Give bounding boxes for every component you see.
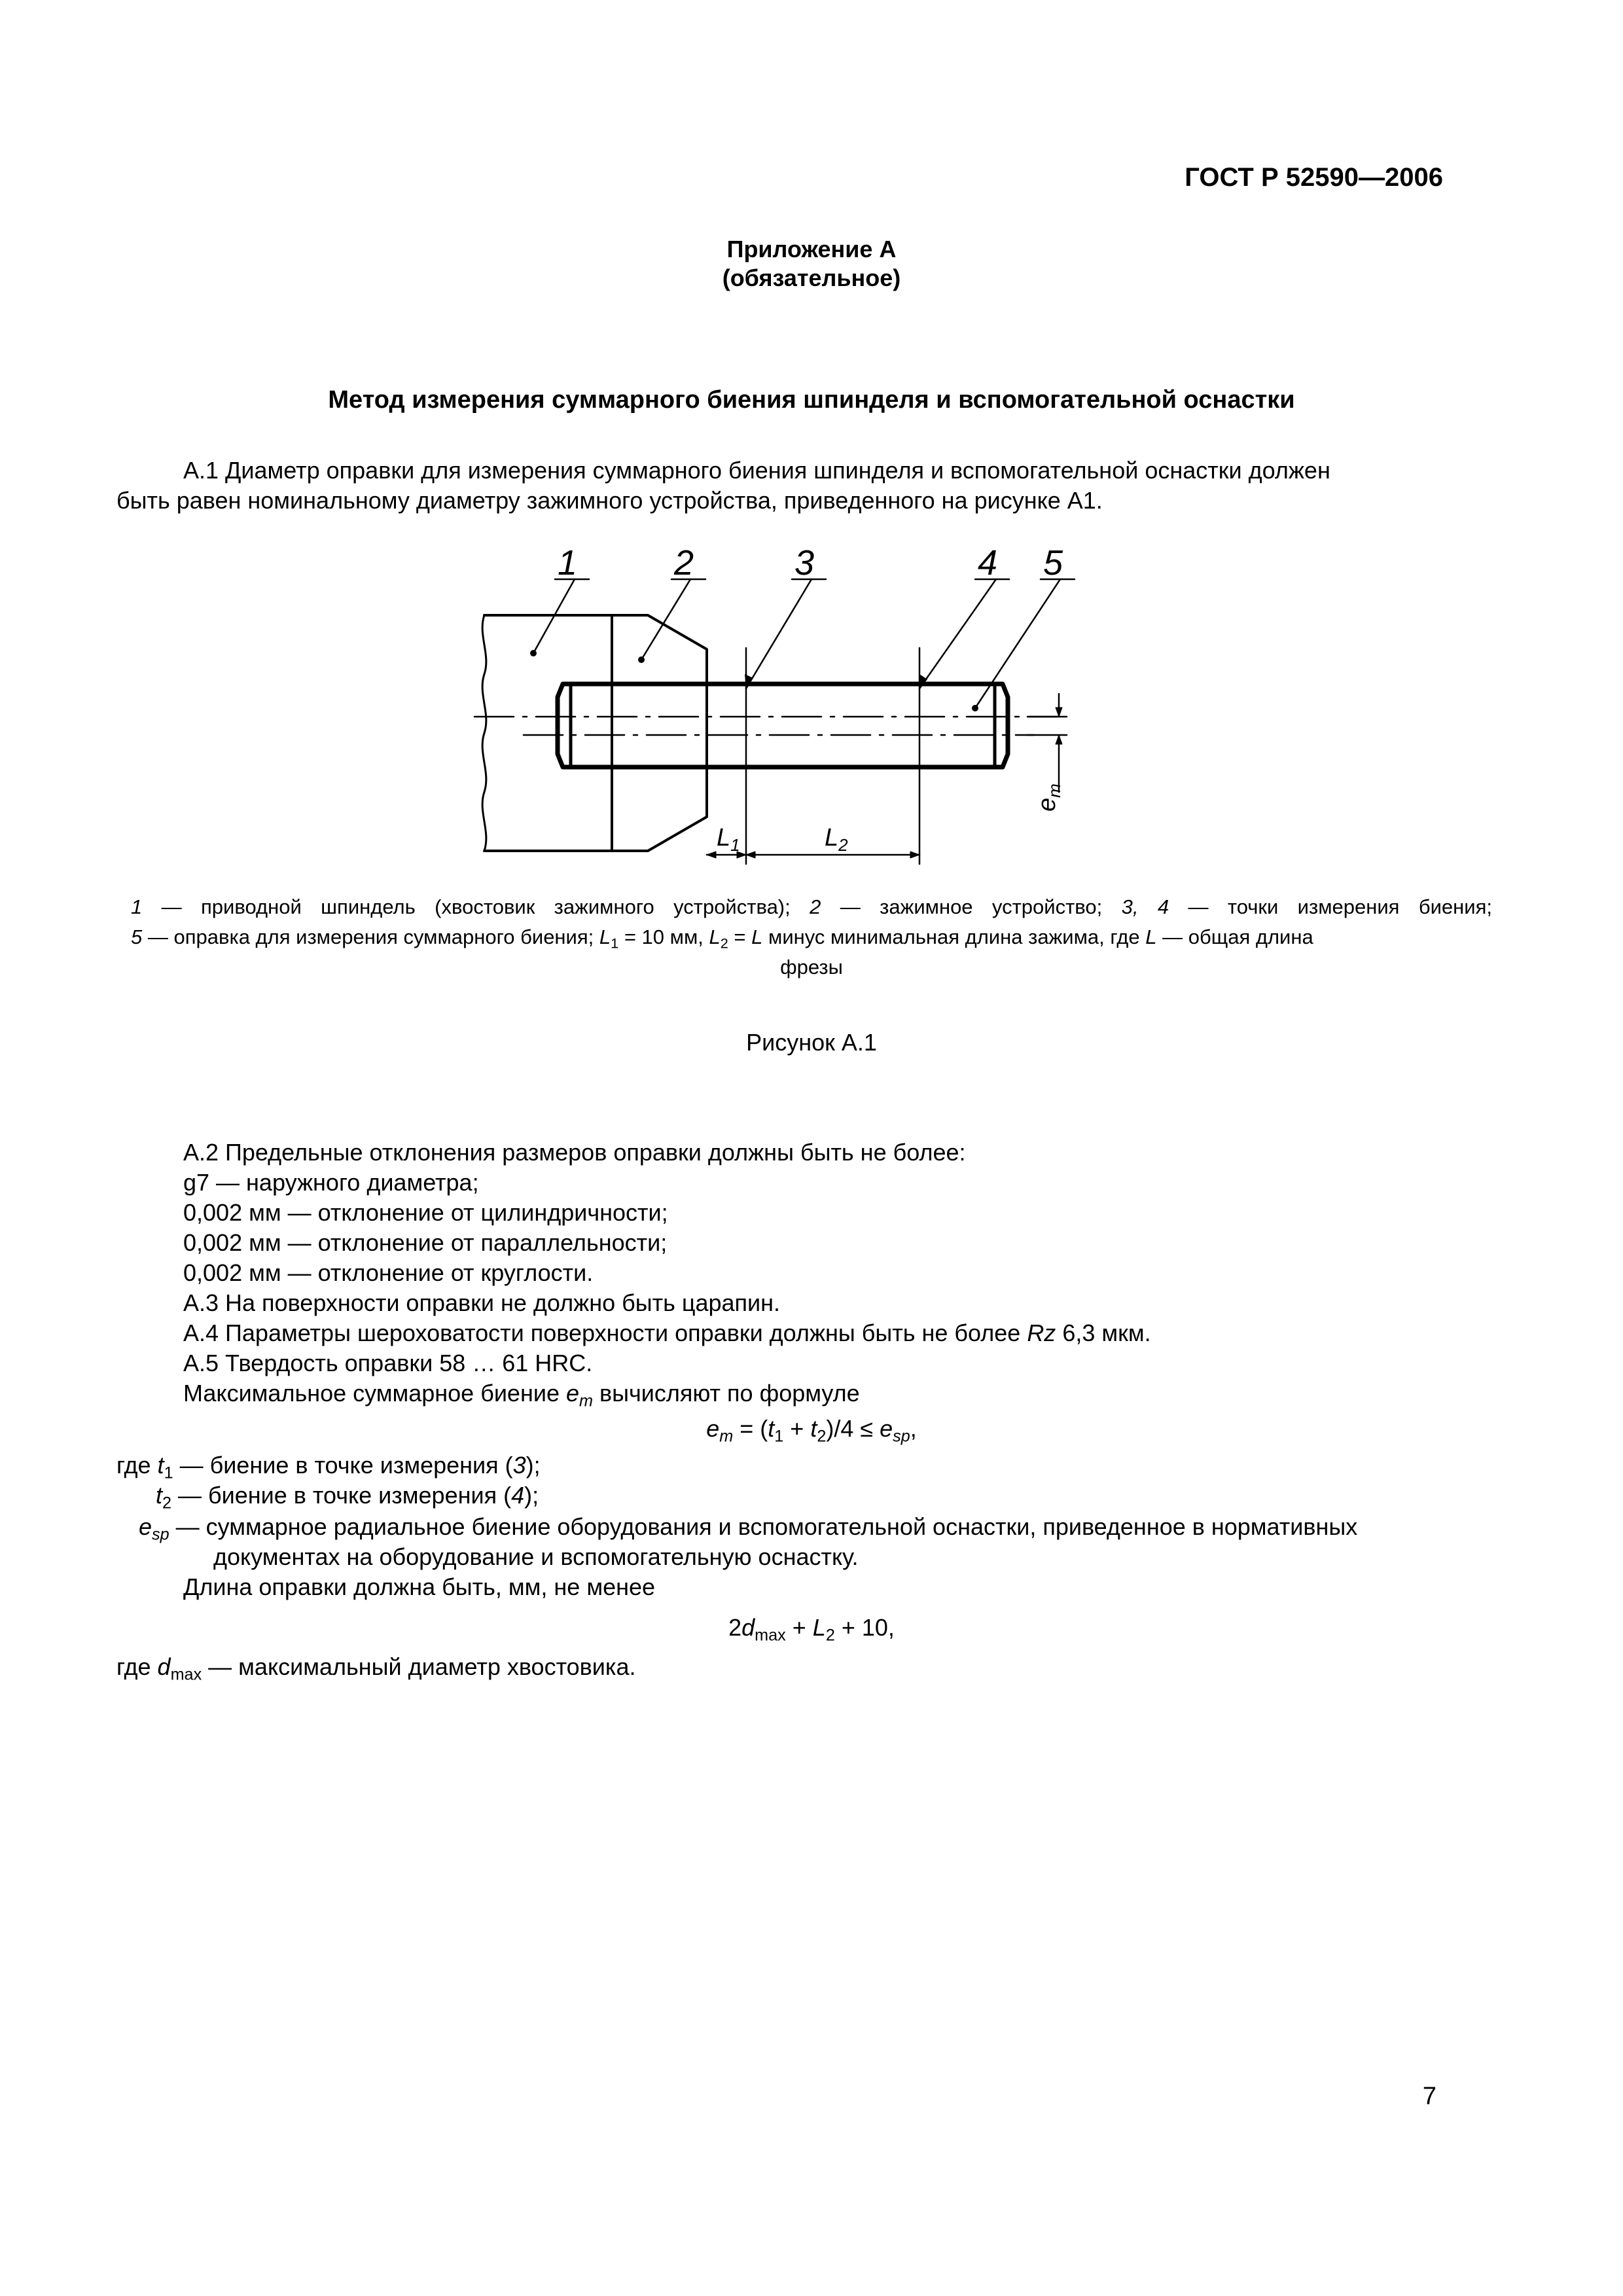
- where-esp-line1: $e_{sp}$ — суммарное радиальное биение оборудования и вспомогательной оснастки, приведенное в нормативных: [139, 1513, 1358, 1544]
- em-arrows: [1056, 708, 1062, 744]
- callout-2: 2: [674, 543, 694, 583]
- spindle-break-line: [482, 615, 486, 851]
- leader-4: [919, 579, 996, 689]
- where-dmax: где $d_{max}$ — максимальный диаметр хвостовика.: [116, 1653, 636, 1684]
- paragraph-a4: А.4 Параметры шероховатости поверхности оправки должны быть не более Rz 6,3 мкм.: [183, 1319, 1151, 1346]
- mandrel-outline: [558, 684, 1008, 767]
- appendix-title: Приложение А: [726, 236, 897, 262]
- a2-item-3: 0,002 мм — отклонение от параллельности;: [183, 1229, 668, 1256]
- figure-a1-drawing: [458, 537, 1086, 877]
- paragraph-a1-line1: А.1 Диаметр оправки для измерения суммарного биения шпинделя и вспомогательной оснастки должен: [183, 457, 1330, 484]
- where-t2: $t_2$ — биение в точке измерения (4);: [156, 1482, 539, 1513]
- dimension-em-label: $e_m$: [1033, 783, 1064, 812]
- legend-line2: 5 — оправка для измерения суммарного биения; $L_1 = 10$ мм, $L_2 = L$ минус минимальная длина зажима, где L — общая длина: [131, 925, 1313, 952]
- dimension-l2-label: $L_2$: [825, 824, 848, 855]
- a2-item-4: 0,002 мм — отклонение от круглости.: [183, 1259, 594, 1286]
- callout-1: 1: [558, 543, 578, 583]
- paragraph-a5: А.5 Твердость оправки 58 … 61 HRC.: [183, 1350, 593, 1376]
- max-runout-text: Максимальное суммарное биение $e_m$ вычисляют по формуле: [183, 1380, 860, 1410]
- paragraph-a1-line2: быть равен номинальному диаметру зажимного устройства, приведенного на рисунке А1.: [116, 487, 1103, 514]
- dimension-l1-label: $L_1$: [717, 824, 740, 855]
- standard-number: ГОСТ Р 52590—2006: [1185, 163, 1443, 192]
- callout-3: 3: [794, 543, 815, 583]
- legend-line1: 1 — приводной шпиндель (хвостовик зажимного устройства); 2 — зажимное устройство; 3, 4 — точки измерения биения;: [131, 895, 1492, 918]
- leader-2: [641, 579, 690, 660]
- clamping-device-outline: [612, 615, 707, 851]
- leader-arrow-3: [745, 674, 753, 689]
- callout-4: 4: [978, 543, 998, 583]
- leader-dot-2: [638, 656, 645, 663]
- formula-length: $2d_{max} + L_2 + 10$,: [728, 1614, 895, 1645]
- where-esp-line2: документах на оборудование и вспомогательную оснастку.: [213, 1543, 859, 1570]
- where-t1: где $t_1$ — биение в точке измерения (3);: [116, 1452, 541, 1482]
- leader-dot-5: [972, 705, 978, 711]
- legend-line3: фрезы: [780, 956, 843, 978]
- section-title: Метод измерения суммарного биения шпинделя и вспомогательной оснастки: [328, 386, 1295, 414]
- paragraph-a3: А.3 На поверхности оправки не должно быть царапин.: [183, 1289, 781, 1316]
- paragraph-a2: А.2 Предельные отклонения размеров оправки должны быть не более:: [183, 1139, 966, 1166]
- leader-arrow-4: [919, 674, 927, 689]
- length-text: Длина оправки должна быть, мм, не менее: [183, 1573, 656, 1600]
- a2-item-1: g7 — наружного диаметра;: [183, 1169, 479, 1196]
- leader-dot-1: [530, 650, 537, 656]
- leader-3: [746, 579, 812, 689]
- callout-5: 5: [1043, 543, 1063, 583]
- figure-caption: Рисунок А.1: [746, 1029, 877, 1056]
- formula-em: $e_m = (t_1 + t_2)/4 \le e_{sp}$,: [706, 1415, 917, 1446]
- appendix-status: (обязательное): [722, 264, 901, 291]
- page-number: 7: [1422, 2083, 1436, 2110]
- leader-5: [975, 579, 1060, 708]
- spindle-outline: [484, 615, 612, 851]
- a2-item-2: 0,002 мм — отклонение от цилиндричности;: [183, 1199, 668, 1226]
